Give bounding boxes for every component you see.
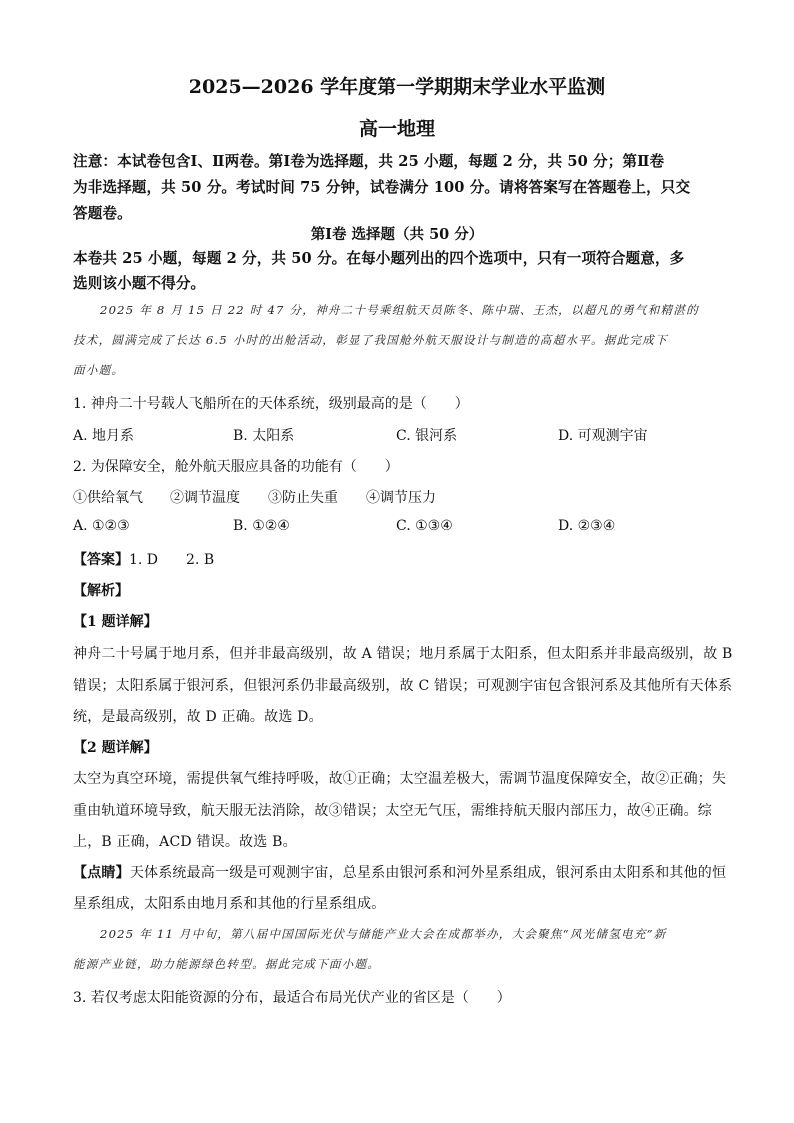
section-instruction-1: 本卷共 25 小题，每题 2 分，共 50 分。在每小题列出的四个选项中，只有一项符合题意，多: [73, 250, 685, 267]
answer-text: 1. D 2. B: [129, 552, 215, 568]
material-2-line-1: 2025 年 11 月中旬，第八届中国国际光伏与储能产业大会在成都举办，大会聚焦“风光储氢电充”新: [100, 927, 667, 941]
q2-detail-line-3: 上，B 正确，ACD 错误。故选 B。: [73, 834, 297, 850]
question-2-stem: 2. 为保障安全，舱外航天服应具备的功能有（ ）: [73, 459, 399, 475]
question-2-option-b: B. ①②④: [233, 518, 290, 534]
q2-detail-label: 【2 题详解】: [73, 740, 158, 756]
question-2-option-a: A. ①②③: [73, 518, 130, 534]
q2-detail-line-2: 重由轨道环境导致，航天服无法消除，故③错误；太空无气压，需维持航天服内部压力，故④正确。综: [73, 803, 712, 819]
analysis-label: 【解析】: [73, 583, 129, 599]
material-1-line-3: 面小题。: [73, 363, 125, 377]
question-1-stem: 1. 神舟二十号载人飞船所在的天体系统，级别最高的是（ ）: [73, 396, 469, 412]
question-3-stem: 3. 若仅考虑太阳能资源的分布，最适合布局光伏产业的省区是（ ）: [73, 990, 511, 1006]
q1-detail-line-3: 统，是最高级别，故 D 正确。故选 D。: [73, 709, 323, 725]
question-2-item-3: ③防止失重: [268, 490, 338, 506]
question-2-item-1: ①供给氧气: [73, 490, 143, 506]
notice-line-2: 为非选择题，共 50 分。考试时间 75 分钟，试卷满分 100 分。请将答案写在答题卷上，只交: [73, 179, 691, 196]
answer-label: 【答案】: [73, 552, 129, 568]
question-1-option-b: B. 太阳系: [233, 428, 295, 444]
tip-line-2: 星系组成，太阳系由地月系和其他的行星系组成。: [73, 896, 386, 912]
material-1-line-2: 技术，圆满完成了长达 6.5 小时的出舱活动，彰显了我国舱外航天服设计与制造的高超水平。据此完成下: [73, 333, 668, 347]
q1-detail-label: 【1 题详解】: [73, 614, 158, 630]
exam-subject: 高一地理: [358, 118, 435, 140]
q1-detail-line-2: 错误；太阳系属于银河系，但银河系仍非最高级别，故 C 错误；可观测宇宙包含银河系及其他所有天体系: [73, 678, 733, 694]
tip-label: 【点睛】: [73, 865, 130, 881]
tip-text-1: 天体系统最高一级是可观测宇宙，总星系由银河系和河外星系组成，银河系由太阳系和其他的恒: [129, 865, 727, 881]
section-heading: 第Ⅰ卷 选择题（共 50 分）: [310, 226, 484, 243]
notice-line-3: 答题卷。: [73, 205, 132, 222]
tip-line-1: [73, 862, 727, 882]
question-1-option-d: D. 可观测宇宙: [558, 428, 648, 444]
q2-detail-line-1: 太空为真空环境，需提供氧气维持呼吸，故①正确；太空温差极大，需调节温度保障安全，故②正确；失: [73, 771, 727, 787]
section-instruction-2: 选则该小题不得分。: [73, 275, 206, 292]
question-2-option-c: C. ①③④: [396, 518, 453, 534]
material-2-line-2: 能源产业链，助力能源绿色转型。据此完成下面小题。: [73, 957, 381, 971]
question-1-option-c: C. 银河系: [396, 428, 458, 444]
question-1-option-a: A. 地月系: [73, 428, 135, 444]
question-2-option-d: D. ②③④: [558, 518, 616, 534]
exam-title: 2025—2026 学年度第一学期期末学业水平监测: [188, 76, 606, 98]
material-1-line-1: 2025 年 8 月 15 日 22 时 47 分，神舟二十号乘组航天员陈冬、陈中瑞、王杰，以超凡的勇气和精湛的: [100, 303, 699, 317]
answer-line: [73, 549, 723, 569]
notice-line-1: 注意：本试卷包含Ⅰ、Ⅱ两卷。第Ⅰ卷为选择题，共 25 小题，每题 2 分，共 50 分；第Ⅱ卷: [73, 153, 665, 170]
question-2-item-2: ②调节温度: [170, 490, 240, 506]
q1-detail-line-1: 神舟二十号属于地月系，但并非最高级别，故 A 错误；地月系属于太阳系，但太阳系并非最高级别，故 B: [73, 646, 733, 662]
question-2-item-4: ④调节压力: [366, 490, 436, 506]
